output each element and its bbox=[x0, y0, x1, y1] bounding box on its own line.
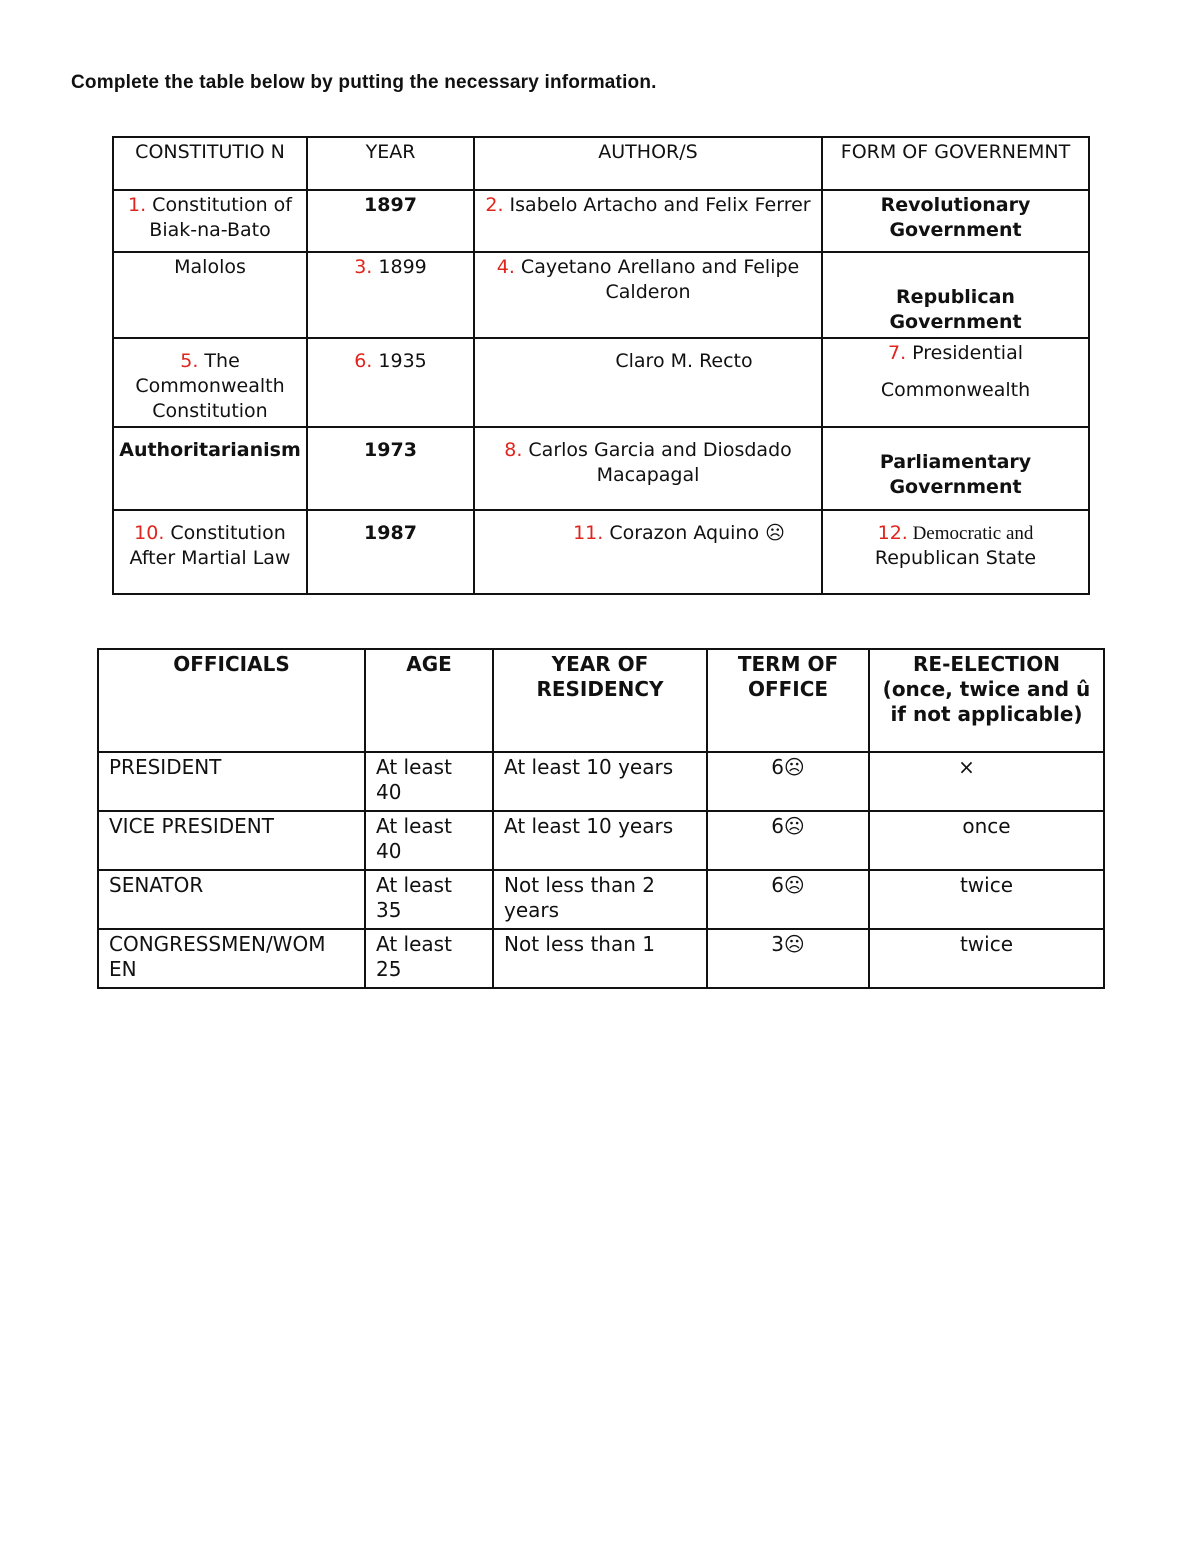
residency-cell: At least 10 years bbox=[493, 752, 707, 811]
cell-text: Malolos bbox=[174, 256, 246, 278]
form-cell bbox=[822, 427, 1089, 510]
cell-text: Claro M. Recto bbox=[615, 350, 753, 372]
year-cell bbox=[307, 190, 474, 252]
header-form-of-government: FORM OF GOVERNEMNT bbox=[822, 137, 1089, 190]
table-row bbox=[113, 338, 1089, 427]
cell-text: Cayetano Arellano and Felipe Calderon bbox=[514, 256, 800, 303]
official-cell: SENATOR bbox=[98, 870, 365, 929]
year-cell bbox=[307, 338, 474, 427]
author-cell bbox=[474, 190, 822, 252]
item-number: 3. bbox=[354, 256, 373, 278]
header-year-of-residency: YEAR OF RESIDENCY bbox=[493, 649, 707, 752]
residency-cell: Not less than 1 bbox=[493, 929, 707, 988]
item-number: 12. bbox=[877, 522, 908, 544]
table-row bbox=[113, 190, 1089, 252]
cell-text: Constitution of Biak-na-Bato bbox=[146, 194, 292, 241]
cell-text: 1987 bbox=[364, 522, 417, 544]
cell-text: Corazon Aquino ☹ bbox=[603, 522, 785, 544]
header-constitution: CONSTITUTIO N bbox=[113, 137, 307, 190]
item-number: 7. bbox=[887, 342, 907, 364]
item-number: 8. bbox=[504, 439, 523, 461]
cell-text: 1899 bbox=[372, 256, 427, 278]
year-cell bbox=[307, 427, 474, 510]
item-number: 1. bbox=[128, 194, 147, 216]
cell-text: 1897 bbox=[364, 194, 417, 216]
cell-text: Republican Government bbox=[889, 286, 1022, 333]
constitution-table bbox=[112, 136, 1090, 595]
author-cell bbox=[474, 427, 822, 510]
table-header-row bbox=[98, 649, 1104, 752]
cell-text: Constitution After Martial Law bbox=[129, 522, 291, 569]
constitution-cell bbox=[113, 338, 307, 427]
year-cell bbox=[307, 510, 474, 594]
term-cell: 6☹ bbox=[707, 870, 869, 929]
item-number: 2. bbox=[485, 194, 504, 216]
form-cell bbox=[822, 338, 1089, 427]
table-row bbox=[98, 929, 1104, 988]
year-cell bbox=[307, 252, 474, 338]
age-cell: At least 40 bbox=[365, 752, 493, 811]
header-year: YEAR bbox=[307, 137, 474, 190]
instruction-text: Complete the table below by putting the necessary information. bbox=[71, 72, 657, 93]
author-cell bbox=[474, 510, 822, 594]
author-cell bbox=[474, 252, 822, 338]
form-cell bbox=[822, 252, 1089, 338]
item-number: 6. bbox=[354, 350, 373, 372]
cell-text: Revolutionary Government bbox=[880, 194, 1031, 241]
table-row bbox=[98, 870, 1104, 929]
table-row bbox=[98, 752, 1104, 811]
form-cell bbox=[822, 190, 1089, 252]
form-cell bbox=[822, 510, 1089, 594]
residency-cell: Not less than 2 years bbox=[493, 870, 707, 929]
constitution-cell bbox=[113, 427, 307, 510]
age-cell: At least 40 bbox=[365, 811, 493, 870]
reelection-cell: twice bbox=[869, 870, 1104, 929]
table-header-row bbox=[113, 137, 1089, 190]
cell-text: 1935 bbox=[372, 350, 427, 372]
reelection-cell: twice bbox=[869, 929, 1104, 988]
residency-cell: At least 10 years bbox=[493, 811, 707, 870]
item-number: 4. bbox=[496, 256, 515, 278]
reelection-cell bbox=[869, 752, 1104, 811]
reelection-value: × bbox=[958, 755, 975, 779]
cell-text: Parliamentary Government bbox=[879, 451, 1032, 498]
cell-text-line2: Republican State bbox=[874, 547, 1037, 569]
cell-text: 1973 bbox=[364, 439, 417, 461]
table-row bbox=[98, 811, 1104, 870]
official-cell: CONGRESSMEN/WOM EN bbox=[98, 929, 365, 988]
cell-text: The Commonwealth Constitution bbox=[135, 350, 285, 422]
constitution-cell bbox=[113, 252, 307, 338]
header-re-election: RE-ELECTION (once, twice and û if not applicable) bbox=[869, 649, 1104, 752]
constitution-cell bbox=[113, 510, 307, 594]
item-number: 11. bbox=[573, 522, 604, 544]
cell-text: Carlos Garcia and Diosdado Macapagal bbox=[522, 439, 792, 486]
cell-text: Presidential bbox=[906, 342, 1023, 364]
item-number: 5. bbox=[180, 350, 199, 372]
official-cell: VICE PRESIDENT bbox=[98, 811, 365, 870]
item-number: 10. bbox=[134, 522, 165, 544]
age-cell: At least 25 bbox=[365, 929, 493, 988]
officials-table bbox=[97, 648, 1105, 989]
header-authors: AUTHOR/S bbox=[474, 137, 822, 190]
header-officials: OFFICIALS bbox=[98, 649, 365, 752]
term-cell: 6☹ bbox=[707, 752, 869, 811]
table-row bbox=[113, 427, 1089, 510]
official-cell: PRESIDENT bbox=[98, 752, 365, 811]
age-cell: At least 35 bbox=[365, 870, 493, 929]
header-age: AGE bbox=[365, 649, 493, 752]
cell-text-line2: Commonwealth bbox=[880, 379, 1031, 401]
header-term-of-office: TERM OF OFFICE bbox=[707, 649, 869, 752]
constitution-cell bbox=[113, 190, 307, 252]
term-cell: 3☹ bbox=[707, 929, 869, 988]
cell-text: Democratic and bbox=[907, 523, 1034, 544]
table-row bbox=[113, 510, 1089, 594]
cell-text: Isabelo Artacho and Felix Ferrer bbox=[503, 194, 811, 216]
table-row bbox=[113, 252, 1089, 338]
author-cell bbox=[474, 338, 822, 427]
term-cell: 6☹ bbox=[707, 811, 869, 870]
cell-text: Authoritarianism bbox=[119, 439, 301, 461]
reelection-cell: once bbox=[869, 811, 1104, 870]
